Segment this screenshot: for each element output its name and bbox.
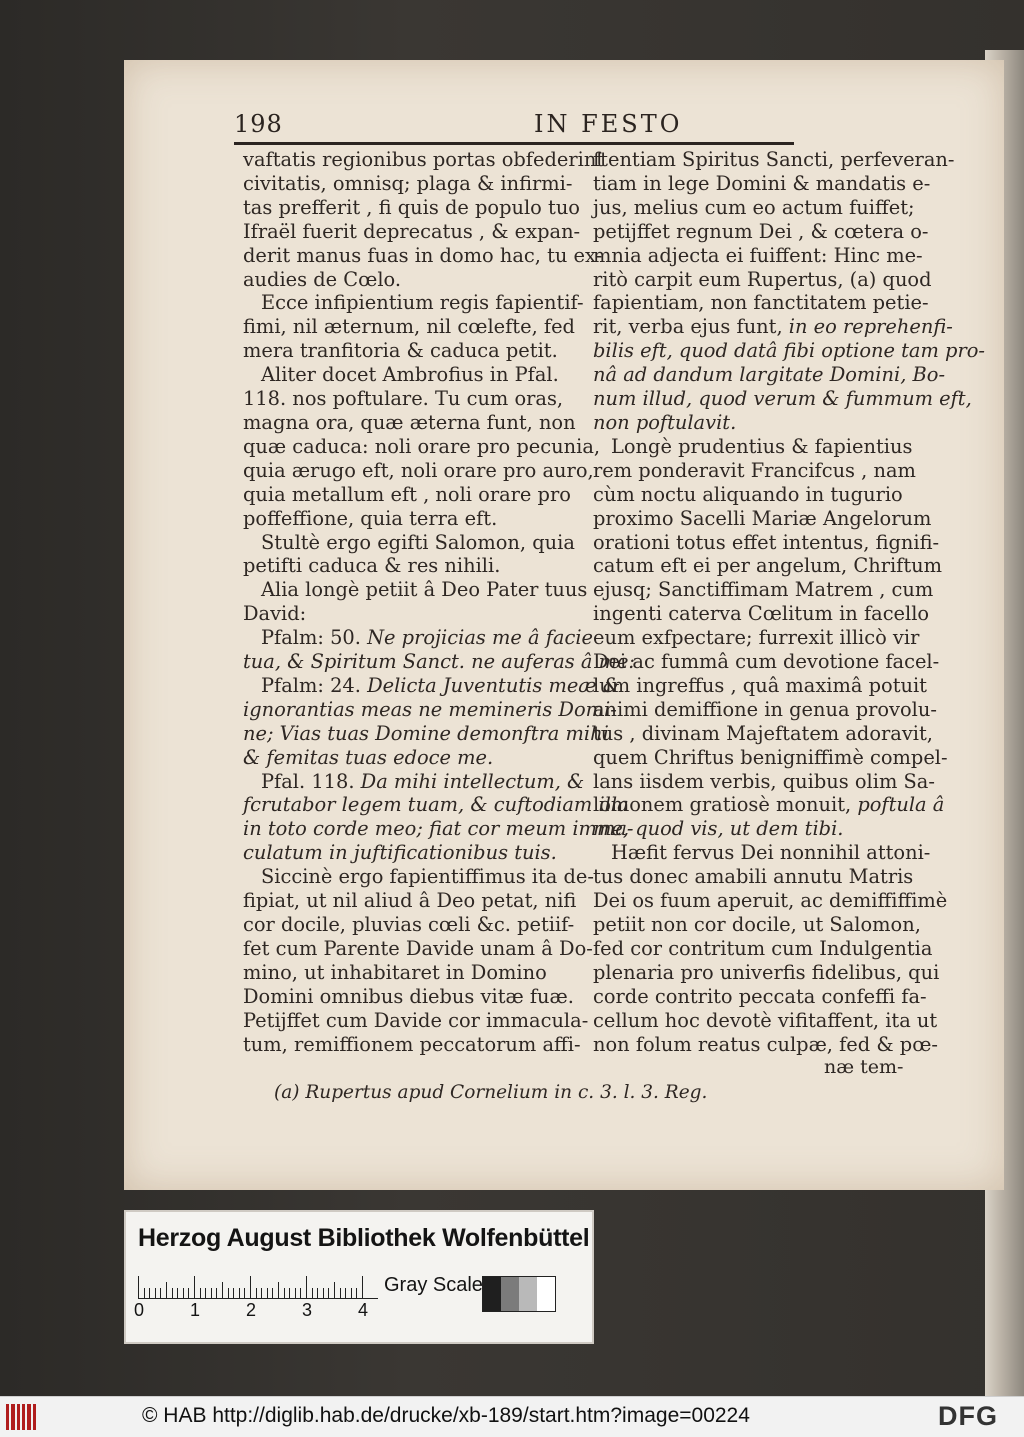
ruler-tick (233, 1288, 234, 1298)
text-line: mino, ut inhabitaret in Domino (243, 960, 547, 984)
text-line: Dei ac fummâ cum devotione facel- (593, 650, 940, 674)
text-line: quia metallum eft , noli orare pro (243, 482, 571, 506)
library-color-target (124, 1210, 594, 1344)
ruler-tick (211, 1288, 212, 1298)
ruler-tick (177, 1288, 178, 1298)
text-line: Ecce infipientium regis fapientif- (261, 291, 584, 315)
text-line: fet cum Parente Davide unam â Do- (243, 936, 593, 960)
text-line: cùm noctu aliquando in tugurio (593, 482, 903, 506)
text-line: jus, melius cum eo actum fuiffet; (593, 195, 915, 219)
text-line: fipiat, ut nil aliud â Deo petat, nifi (243, 889, 577, 913)
copyright-link[interactable]: © HAB http://diglib.hab.de/drucke/xb-189/start.htm?image=00224 (142, 1404, 750, 1427)
ruler-tick (295, 1288, 296, 1298)
text-line: rit, verba ejus funt, in eo reprehenfi- (593, 315, 953, 339)
text-line: Ifraël fuerit deprecatus , & expan- (243, 219, 581, 243)
ruler-tick (345, 1288, 346, 1298)
text-line: ingenti caterva Cœlitum in facello (593, 602, 930, 626)
text-line: cellum hoc devotè vifitaffent, ita ut (593, 1008, 938, 1032)
text-line: Siccinè ergo fapientiffimus ita de- (261, 865, 594, 889)
text-line: fed cor contritum cum Indulgentia (593, 936, 933, 960)
text-line: civitatis, omnisq; plaga & infirmi- (243, 171, 573, 195)
paragraph (243, 626, 635, 674)
text-line: eum exfpectare; furrexit illicò vir (593, 626, 920, 650)
text-line: quem Chriftus benigniffimè compel- (593, 745, 948, 769)
text-line: quia ærugo eft, noli orare pro auro, (243, 458, 594, 482)
ruler-tick (328, 1288, 329, 1298)
text-line: animi demiffione in genua provolu- (593, 697, 937, 721)
text-line: petifti caduca & res nihili. (243, 554, 501, 578)
text-line: non poftulavit. (593, 410, 737, 434)
scale-number: 4 (358, 1300, 369, 1320)
paragraph (243, 363, 601, 530)
gray-swatch (483, 1277, 501, 1311)
text-line: me, quod vis, ut dem tibi. (593, 817, 844, 841)
dfg-logo: DFG (938, 1401, 998, 1431)
ruler-tick (144, 1288, 145, 1298)
ruler-tick (351, 1288, 352, 1298)
ruler-tick (160, 1288, 161, 1298)
hab-logo-icon (6, 1404, 36, 1430)
paragraph (243, 148, 605, 291)
ruler-tick (228, 1288, 229, 1298)
ruler-tick (205, 1288, 206, 1298)
ruler-tick (317, 1288, 318, 1298)
ruler-tick (256, 1288, 257, 1298)
ruler-tick (216, 1288, 217, 1298)
scale-ruler (138, 1274, 378, 1299)
text-line: Dei os fuum aperuit, ac demiffiffimè (593, 889, 948, 913)
paragraph (243, 578, 588, 626)
text-line: mnia adjecta ei fuiffent: Hinc me- (593, 243, 923, 267)
ruler-tick (278, 1282, 279, 1298)
ruler-tick (183, 1288, 184, 1298)
text-line: lans iisdem verbis, quibus olim Sa- (593, 769, 935, 793)
text-line: ejusq; Sanctiffimam Matrem , cum (593, 578, 934, 602)
text-line: orationi totus effet intentus, fignifi- (593, 530, 940, 554)
catchword: næ tem- (824, 1056, 904, 1078)
text-line: Hæfit fervus Dei nonnihil attoni- (611, 841, 931, 865)
paragraph (243, 531, 588, 579)
text-line: 118. nos poftulare. Tu cum oras, (243, 387, 564, 411)
paragraph (243, 673, 620, 770)
scale-number: 3 (302, 1300, 313, 1320)
text-line: tus donec amabili annutu Matris (593, 865, 914, 889)
paragraph (243, 291, 588, 363)
text-line: tus , divinam Majeftatem adoravit, (593, 721, 933, 745)
text-line: mera tranfitoria & caduca petit. (243, 339, 558, 363)
text-line: tiam in lege Domini & mandatis e- (593, 171, 931, 195)
text-line: tum, remiffionem peccatorum affi- (243, 1032, 581, 1056)
text-line: magna ora, quæ æterna funt, non (243, 410, 576, 434)
ruler-tick (166, 1282, 167, 1298)
text-line: non folum reatus culpæ, fed & pœ- (593, 1032, 938, 1056)
book-page (124, 60, 1004, 1190)
text-line: corde contrito peccata confeffi fa- (593, 984, 927, 1008)
text-line: & femitas tuas edoce me. (243, 745, 494, 769)
ruler-tick (284, 1288, 285, 1298)
scale-number: 0 (134, 1300, 145, 1320)
text-line: rem ponderavit Francifcus , nam (593, 458, 916, 482)
text-line: Pfalm: 24. Delicta Juventutis meæ & (261, 673, 620, 697)
text-line: lum ingreffus , quâ maximâ potuit (593, 673, 927, 697)
ruler-tick (356, 1288, 357, 1298)
text-line: tua, & Spiritum Sanct. ne auferas â me: (243, 650, 635, 674)
text-line: lomonem gratiosè monuit, poftula â (593, 793, 945, 817)
ruler-tick (222, 1282, 223, 1298)
ruler-tick (267, 1288, 268, 1298)
text-line: audies de Cœlo. (243, 267, 402, 291)
ruler-tick (334, 1282, 335, 1298)
page-header (234, 110, 794, 145)
text-line: David: (243, 602, 307, 626)
ruler-tick (300, 1288, 301, 1298)
paragraph (243, 769, 634, 866)
ruler-tick (138, 1276, 139, 1298)
text-line: petiit non cor docile, ut Salomon, (593, 913, 921, 936)
ruler-tick (340, 1288, 341, 1298)
library-name: Herzog August Bibliothek Wolfenbüttel (138, 1224, 590, 1252)
ruler-tick (239, 1288, 240, 1298)
text-line: catum eft ei per angelum, Chriftum (593, 554, 943, 578)
text-line: ftentiam Spiritus Sancti, perfeveran- (593, 148, 955, 171)
ruler-tick (272, 1288, 273, 1298)
gray-swatch (537, 1277, 555, 1311)
text-line: quæ caduca: noli orare pro pecunia, (243, 434, 601, 458)
ruler-tick (188, 1288, 189, 1298)
text-line: Stultè ergo egifti Salomon, quia (261, 530, 575, 554)
gray-scale-label: Gray Scale (384, 1274, 483, 1296)
ruler-tick (250, 1276, 251, 1298)
ruler-tick (172, 1288, 173, 1298)
ruler-tick (200, 1288, 201, 1298)
text-line: Longè prudentius & fapientius (611, 434, 913, 458)
text-line: fcrutabor legem tuam, & cuftodiam illa (243, 793, 629, 817)
paragraph (593, 841, 948, 1056)
text-line: proximo Sacelli Mariæ Angelorum (593, 506, 932, 530)
scale-number: 1 (190, 1300, 201, 1320)
text-line: nâ ad dandum largitate Domini, Bo- (593, 363, 945, 387)
gray-swatch (519, 1277, 537, 1311)
paragraph (243, 865, 594, 1056)
ruler-tick (289, 1288, 290, 1298)
text-line: bilis eft, quod datâ fibi optione tam pro- (593, 339, 985, 363)
text-line: ne; Vias tuas Domine demonftra mihi (243, 721, 609, 745)
footnote: (a) Rupertus apud Cornelium in c. 3. l. 3. Reg. (274, 1082, 708, 1103)
text-line: derit manus fuas in domo hac, tu ex- (243, 243, 603, 267)
text-line: Aliter docet Ambrofius in Pfal. (261, 363, 559, 387)
scale-number: 2 (246, 1300, 257, 1320)
page-number: 198 (234, 110, 283, 138)
text-line: petijffet regnum Dei , & cœtera o- (593, 219, 929, 243)
text-line: fapientiam, non fanctitatem petie- (593, 291, 929, 315)
text-line: culatum in juftificationibus tuis. (243, 841, 557, 865)
text-line: Pfal. 118. Da mihi intellectum, & (261, 769, 585, 793)
text-line: poffeffione, quia terra eft. (243, 506, 498, 530)
text-line: Pfalm: 50. Ne projicias me â facie (261, 626, 594, 650)
ruler-tick (194, 1276, 195, 1298)
text-line: fimi, nil æternum, nil cœlefte, fed (243, 315, 575, 339)
text-line: plenaria pro univerfis fidelibus, qui (593, 960, 940, 984)
ruler-tick (149, 1288, 150, 1298)
left-text-column (243, 148, 635, 1056)
ruler-tick (244, 1288, 245, 1298)
text-line: tas prefferit , fi quis de populo tuo (243, 195, 580, 219)
text-line: Domini omnibus diebus vitæ fuæ. (243, 984, 574, 1008)
ruler-tick (312, 1288, 313, 1298)
paragraph (593, 148, 985, 435)
text-line: num illud, quod verum & fummum eft, (593, 387, 972, 411)
paragraph (593, 434, 948, 841)
running-title: IN FESTO (534, 110, 683, 138)
ruler-tick (155, 1288, 156, 1298)
text-line: cor docile, pluvias cœli &c. petiif- (243, 913, 575, 936)
text-line: ignorantias meas ne memineris Domi- (243, 697, 617, 721)
ruler-tick (323, 1288, 324, 1298)
ruler-tick (261, 1288, 262, 1298)
text-line: ritò carpit eum Rupertus, (a) quod (593, 267, 932, 291)
text-line: vaftatis regionibus portas obfederint (243, 148, 605, 171)
gray-swatch (501, 1277, 519, 1311)
gray-scale-swatches (482, 1276, 556, 1312)
viewer-footer (0, 1396, 1024, 1437)
text-line: Alia longè petiit â Deo Pater tuus (261, 578, 588, 602)
ruler-tick (306, 1276, 307, 1298)
text-line: in toto corde meo; fiat cor meum imma- (243, 817, 634, 841)
right-text-column (593, 148, 985, 1056)
text-line: Petijffet cum Davide cor immacula- (243, 1008, 589, 1032)
ruler-tick (362, 1276, 363, 1298)
